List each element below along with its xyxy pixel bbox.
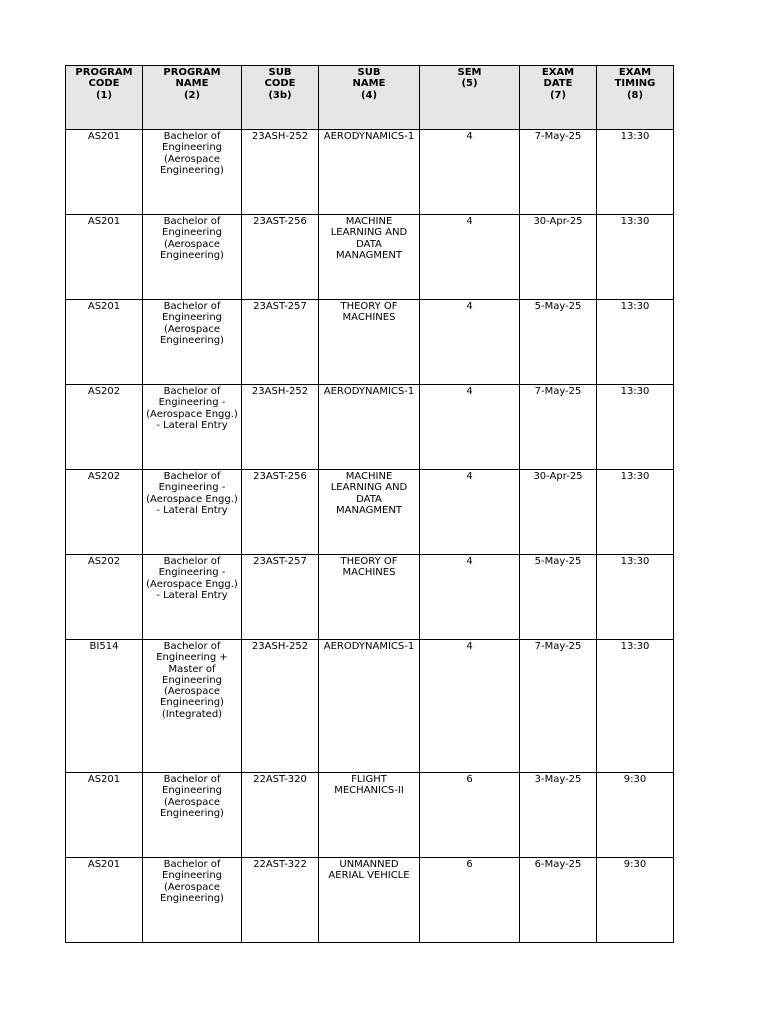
cell-program-code: AS202 [66, 385, 143, 470]
table-row [66, 555, 674, 640]
cell-sub-name: FLIGHT MECHANICS-II [319, 773, 420, 858]
cell-exam-timing: 13:30 [597, 130, 674, 215]
cell-sem: 4 [420, 130, 520, 215]
cell-exam-timing: 13:30 [597, 470, 674, 555]
cell-sub-name: AERODYNAMICS-1 [319, 130, 420, 215]
cell-sem: 4 [420, 555, 520, 640]
cell-sub-code: 23AST-256 [242, 470, 319, 555]
cell-sem: 4 [420, 385, 520, 470]
cell-sub-code: 22AST-320 [242, 773, 319, 858]
cell-exam-date: 7-May-25 [520, 640, 597, 773]
cell-sub-code: 22AST-322 [242, 858, 319, 943]
cell-program-code: AS201 [66, 858, 143, 943]
cell-exam-date: 7-May-25 [520, 385, 597, 470]
header-exam-date: EXAM DATE (7) [520, 66, 597, 130]
cell-program-name: Bachelor of Engineering (Aerospace Engineering) [143, 773, 242, 858]
header-sem: SEM (5) [420, 66, 520, 130]
cell-program-name: Bachelor of Engineering - (Aerospace Engg.) - Lateral Entry [143, 385, 242, 470]
cell-exam-timing: 13:30 [597, 385, 674, 470]
cell-sub-code: 23AST-257 [242, 300, 319, 385]
table-row [66, 215, 674, 300]
table-row [66, 470, 674, 555]
cell-program-name: Bachelor of Engineering + Master of Engineering (Aerospace Engineering) (Integrated) [143, 640, 242, 773]
cell-sem: 6 [420, 858, 520, 943]
header-program-name: PROGRAM NAME (2) [143, 66, 242, 130]
table-header-row [66, 66, 674, 130]
cell-program-code: AS201 [66, 130, 143, 215]
cell-program-code: AS202 [66, 555, 143, 640]
cell-program-name: Bachelor of Engineering (Aerospace Engineering) [143, 215, 242, 300]
cell-sub-code: 23ASH-252 [242, 130, 319, 215]
cell-sub-code: 23AST-256 [242, 215, 319, 300]
header-program-code: PROGRAM CODE (1) [66, 66, 143, 130]
table-row [66, 858, 674, 943]
cell-sub-name: AERODYNAMICS-1 [319, 640, 420, 773]
header-exam-timing: EXAM TIMING (8) [597, 66, 674, 130]
header-sub-name: SUB NAME (4) [319, 66, 420, 130]
cell-program-code: BI514 [66, 640, 143, 773]
cell-program-code: AS201 [66, 300, 143, 385]
cell-program-name: Bachelor of Engineering (Aerospace Engineering) [143, 130, 242, 215]
cell-exam-date: 30-Apr-25 [520, 470, 597, 555]
table-row [66, 773, 674, 858]
cell-program-code: AS201 [66, 773, 143, 858]
cell-program-name: Bachelor of Engineering (Aerospace Engineering) [143, 300, 242, 385]
cell-sem: 4 [420, 640, 520, 773]
cell-program-code: AS201 [66, 215, 143, 300]
cell-exam-date: 6-May-25 [520, 858, 597, 943]
cell-exam-timing: 9:30 [597, 858, 674, 943]
cell-sub-name: THEORY OF MACHINES [319, 555, 420, 640]
cell-sem: 4 [420, 215, 520, 300]
cell-program-name: Bachelor of Engineering (Aerospace Engineering) [143, 858, 242, 943]
cell-exam-timing: 13:30 [597, 300, 674, 385]
cell-sub-code: 23AST-257 [242, 555, 319, 640]
cell-sub-name: MACHINE LEARNING AND DATA MANAGMENT [319, 470, 420, 555]
cell-exam-timing: 13:30 [597, 640, 674, 773]
exam-schedule-table [65, 65, 674, 943]
cell-exam-date: 3-May-25 [520, 773, 597, 858]
table-row [66, 300, 674, 385]
cell-exam-date: 30-Apr-25 [520, 215, 597, 300]
cell-sub-name: MACHINE LEARNING AND DATA MANAGMENT [319, 215, 420, 300]
cell-sub-name: THEORY OF MACHINES [319, 300, 420, 385]
cell-program-name: Bachelor of Engineering - (Aerospace Engg.) - Lateral Entry [143, 555, 242, 640]
header-sub-code: SUB CODE (3b) [242, 66, 319, 130]
cell-exam-timing: 9:30 [597, 773, 674, 858]
cell-exam-timing: 13:30 [597, 555, 674, 640]
cell-sem: 4 [420, 300, 520, 385]
cell-exam-date: 5-May-25 [520, 555, 597, 640]
cell-sem: 4 [420, 470, 520, 555]
cell-sem: 6 [420, 773, 520, 858]
cell-program-name: Bachelor of Engineering - (Aerospace Engg.) - Lateral Entry [143, 470, 242, 555]
table-row [66, 385, 674, 470]
cell-sub-name: AERODYNAMICS-1 [319, 385, 420, 470]
cell-exam-timing: 13:30 [597, 215, 674, 300]
cell-sub-name: UNMANNED AERIAL VEHICLE [319, 858, 420, 943]
cell-sub-code: 23ASH-252 [242, 385, 319, 470]
cell-exam-date: 5-May-25 [520, 300, 597, 385]
cell-program-code: AS202 [66, 470, 143, 555]
table-row [66, 130, 674, 215]
cell-exam-date: 7-May-25 [520, 130, 597, 215]
cell-sub-code: 23ASH-252 [242, 640, 319, 773]
table-row [66, 640, 674, 773]
